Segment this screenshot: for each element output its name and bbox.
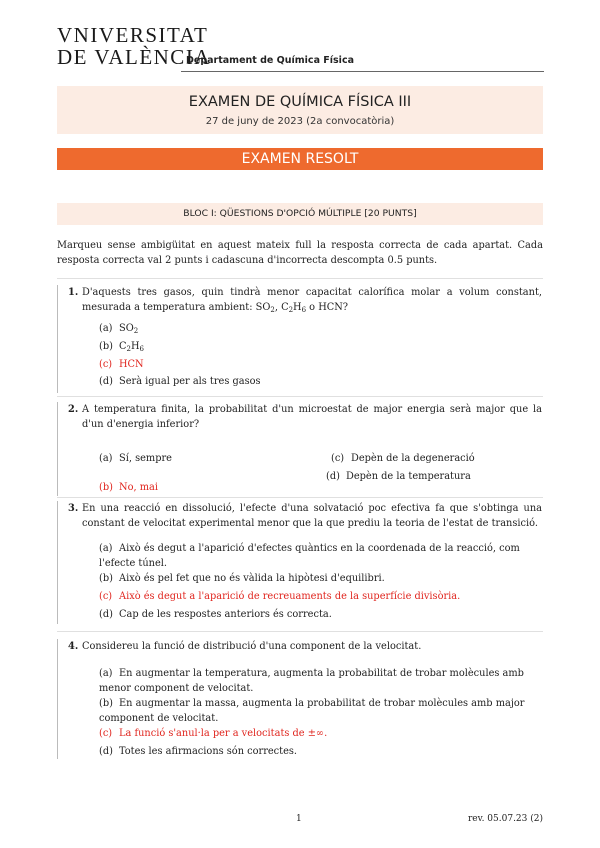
question-1	[57, 285, 544, 393]
question-text: 2. A temperatura finita, la probabilitat d'un microestat de major energia serà major que la d'un d'energia inferior?	[68, 404, 542, 430]
question-4	[57, 639, 544, 759]
exam-title-box	[57, 86, 543, 134]
option-d[interactable]: (d) Cap de les respostes anteriors és correcta.	[99, 609, 332, 620]
option-b-correct[interactable]: (b) No, mai	[99, 482, 158, 493]
header-divider	[181, 71, 544, 72]
option-d[interactable]: (d) Serà igual per als tres gasos	[99, 376, 261, 387]
department-name: Departament de Química Física	[186, 55, 354, 66]
option-a[interactable]: (a) Això és degut a l'aparició d'efectes quàntics en la coordenada de la reacció, com l'efecte túnel.	[99, 543, 520, 569]
option-c-correct[interactable]: (c) HCN	[99, 359, 144, 370]
question-number: 2.	[68, 404, 79, 415]
page-number: 1	[296, 814, 302, 824]
option-b[interactable]: (b) Això és pel fet que no és vàlida la hipòtesi d'equilibri.	[99, 573, 385, 584]
separator	[57, 631, 543, 632]
option-b[interactable]: (b) En augmentar la massa, augmenta la probabilitat de trobar molècules amb major component de velocitat.	[99, 698, 525, 724]
question-number: 3.	[68, 503, 79, 514]
revision-label: rev. 05.07.23 (2)	[467, 814, 543, 824]
logo-line-1: VNIVERSITAT	[57, 23, 209, 47]
resolved-banner: EXAMEN RESOLT	[57, 148, 543, 170]
question-number: 4.	[68, 641, 79, 652]
option-c-correct[interactable]: (c) Això és degut a l'aparició de recreuaments de la superfície divisòria.	[99, 591, 461, 602]
question-3	[57, 501, 544, 624]
logo-line-2: DE VALÈNCIA	[57, 45, 211, 69]
separator	[57, 497, 543, 498]
option-d[interactable]: (d) Depèn de la temperatura	[326, 471, 471, 482]
exam-title: EXAMEN DE QUÍMICA FÍSICA III	[188, 94, 412, 110]
option-c-correct[interactable]: (c) La funció s'anul·la per a velocitats de ±∞.	[99, 728, 328, 739]
option-b[interactable]: (b) $C_2H_6$	[99, 341, 144, 353]
question-text: 1. D'aquests tres gasos, quin tindrà menor capacitat calorífica molar a volum constant, mesurada a temperatura ambient: $SO_2$, $C_2H_6$ o HCN?	[68, 287, 542, 314]
instructions: Marqueu sense ambigüitat en aquest mateix full la resposta correcta de cada apartat. Cada resposta correcta val 2 punts i cadascuna d'incorrecta descompta 0.5 punts.	[57, 240, 543, 266]
option-a[interactable]: (a) En augmentar la temperatura, augmenta la probabilitat de trobar molècules amb menor component de velocitat.	[99, 668, 524, 694]
question-number: 1.	[68, 287, 79, 298]
option-d[interactable]: (d) Totes les afirmacions són correctes.	[99, 746, 298, 757]
block-title: BLOC I: QÜESTIONS D'OPCIÓ MÚLTIPLE [20 PUNTS]	[57, 203, 543, 225]
separator	[57, 396, 543, 397]
option-c[interactable]: (c) Depèn de la degeneració	[331, 453, 475, 464]
question-text: 4. Considereu la funció de distribució d'una component de la velocitat.	[68, 641, 422, 652]
separator	[57, 278, 543, 279]
option-a[interactable]: (a) Sí, sempre	[99, 453, 172, 464]
question-text: 3. En una reacció en dissolució, l'efecte d'una solvatació poc efectiva fa que s'obtinga una constant de velocitat experimental menor que la que prediu la teoria de l'estat de transició.	[68, 503, 542, 529]
question-2	[57, 402, 544, 496]
exam-date: 27 de juny de 2023 (2a convocatòria)	[205, 116, 395, 127]
option-a[interactable]: (a) $SO_2$	[99, 323, 139, 335]
